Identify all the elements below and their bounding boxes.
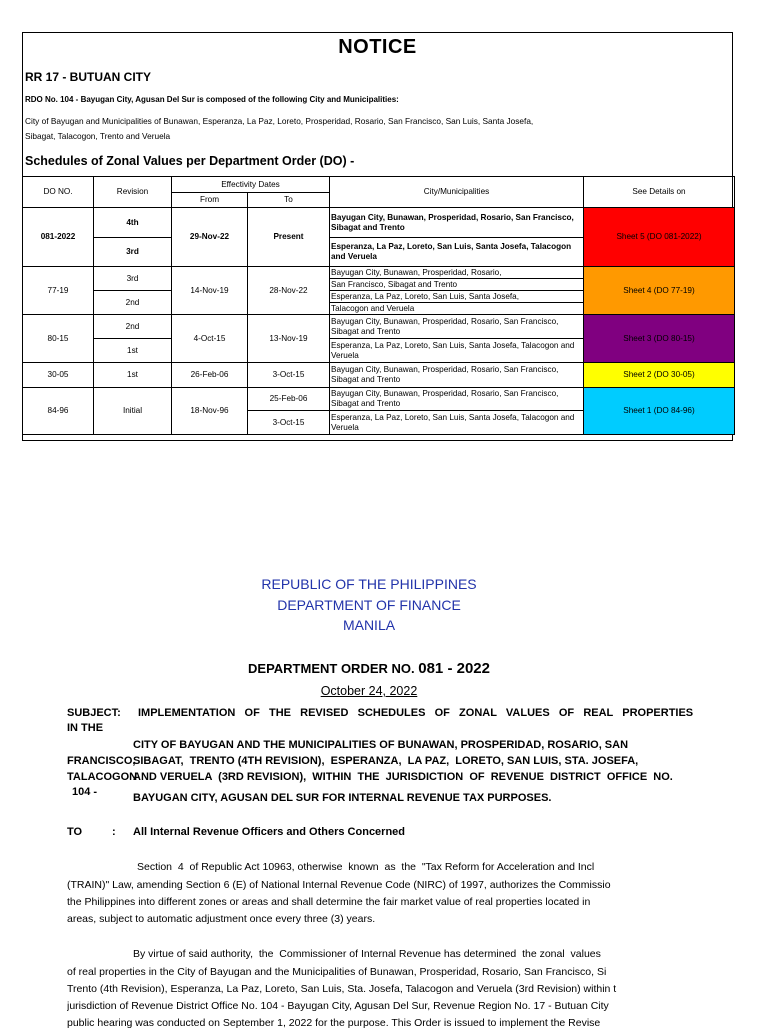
- to-date-cell: Present: [248, 208, 330, 267]
- do-number-cell: 84-96: [23, 388, 94, 435]
- revision-cell: Initial: [94, 388, 172, 435]
- table-row: [23, 208, 735, 238]
- sheet-link-do-30-05[interactable]: Sheet 2 (DO 30-05): [584, 363, 735, 388]
- paragraph-2-line-2: of real properties in the City of Bayugan and the Municipalities of Bunawan, Prosperidad, Rosario, San Francisco, Si: [67, 966, 607, 978]
- subject-line-4: AND VERUELA (3RD REVISION), WITHIN THE JURISDICTION OF REVENUE DISTRICT OFFICE NO.: [133, 771, 673, 783]
- subject-talacogon: TALACOGON: [67, 771, 138, 783]
- revision-cell: 3rd: [94, 267, 172, 291]
- table-row: [23, 315, 735, 339]
- schedule-title: Schedules of Zonal Values per Department Order (DO) -: [25, 154, 355, 168]
- from-date-cell: 29-Nov-22: [172, 208, 248, 267]
- do-number-cell: 77-19: [23, 267, 94, 315]
- to-value: All Internal Revenue Officers and Others Concerned: [133, 826, 406, 838]
- manila-heading: MANILA: [342, 617, 396, 633]
- from-date-cell: 26-Feb-06: [172, 363, 248, 388]
- city-cell: Talacogon and Veruela: [330, 303, 584, 315]
- city-cell: San Francisco, Sibagat and Trento: [330, 279, 584, 291]
- to-date-cell: 25-Feb-06: [248, 388, 330, 411]
- subject-line-2: CITY OF BAYUGAN AND THE MUNICIPALITIES OF BUNAWAN, PROSPERIDAD, ROSARIO, SAN: [133, 739, 629, 751]
- to-date-cell: 3-Oct-15: [248, 363, 330, 388]
- department-heading: DEPARTMENT OF FINANCE: [277, 597, 461, 613]
- do-number-cell: 081-2022: [23, 208, 94, 267]
- paragraph-2-line-1: By virtue of said authority, the Commissioner of Internal Revenue has determined the zonal values: [133, 948, 601, 960]
- sheet-link-do-081-2022[interactable]: Sheet 5 (DO 081-2022): [584, 208, 735, 267]
- paragraph-2-line-4: jurisdiction of Revenue District Office No. 104 - Bayugan City, Agusan Del Sur, Revenue Region No. 17 - Butuan City: [67, 1000, 609, 1012]
- subject-104: 104 -: [72, 786, 98, 798]
- revision-cell: 4th: [94, 208, 172, 238]
- to-label: TO: [67, 826, 83, 838]
- do-number-cell: 80-15: [23, 315, 94, 363]
- subject-francisco: FRANCISCO,: [67, 755, 136, 767]
- to-date-cell: 28-Nov-22: [248, 267, 330, 315]
- subject-line-5: BAYUGAN CITY, AGUSAN DEL SUR FOR INTERNAL REVENUE TAX PURPOSES.: [133, 792, 552, 804]
- to-date-cell: 13-Nov-19: [248, 315, 330, 363]
- table-row: [23, 388, 735, 411]
- city-municipalities-text: [25, 114, 665, 144]
- paragraph-2-line-3: Trento (4th Revision), Esperanza, La Paz, Loreto, San Luis, Sta. Josefa, Talacogon and Veruela (3rd Revision) within t: [67, 983, 617, 995]
- city-cell: Bayugan City, Bunawan, Prosperidad, Rosario,: [330, 267, 584, 279]
- order-date: October 24, 2022: [320, 684, 418, 698]
- city-cell: Esperanza, La Paz, Loreto, San Luis, Santa Josefa,: [330, 291, 584, 303]
- zonal-values-table: [22, 176, 735, 435]
- city-cell: Bayugan City, Bunawan, Prosperidad, Rosario, San Francisco, Sibagat and Trento: [330, 315, 584, 339]
- paragraph-1-line-2: (TRAIN)" Law, amending Section 6 (E) of National Internal Revenue Code (NIRC) of 1997, authorizes the Commissio: [67, 879, 611, 891]
- header-from: From: [172, 193, 248, 208]
- sheet-link-do-77-19[interactable]: Sheet 4 (DO 77-19): [584, 267, 735, 315]
- sheet-link-do-84-96[interactable]: Sheet 1 (DO 84-96): [584, 388, 735, 435]
- city-line-1: City of Bayugan and Municipalities of Bunawan, Esperanza, La Paz, Loreto, Prosperidad, Rosario, San Francisco, San Luis, Santa Josefa,: [25, 116, 534, 126]
- city-cell: Bayugan City, Bunawan, Prosperidad, Rosario, San Francisco, Sibagat and Trento: [330, 388, 584, 411]
- city-cell: Esperanza, La Paz, Loreto, San Luis, Santa Josefa, Talacogon and Veruela: [330, 411, 584, 435]
- do-label: DEPARTMENT ORDER NO.: [248, 661, 415, 676]
- paragraph-1-line-4: areas, subject to automatic adjustment once every three (3) years.: [67, 913, 376, 925]
- header-effectivity: Effectivity Dates: [172, 177, 330, 193]
- revenue-region-title: RR 17 - BUTUAN CITY: [25, 70, 152, 84]
- from-date-cell: 18-Nov-96: [172, 388, 248, 435]
- city-cell: Esperanza, La Paz, Loreto, San Luis, Santa Josefa, Talacogon and Veruela: [330, 238, 584, 267]
- city-cell: Esperanza, La Paz, Loreto, San Luis, Santa Josefa, Talacogon and Veruela: [330, 339, 584, 363]
- do-number-cell: 30-05: [23, 363, 94, 388]
- revision-cell: 2nd: [94, 315, 172, 339]
- subject-in-the: IN THE: [67, 722, 104, 734]
- sheet-link-do-80-15[interactable]: Sheet 3 (DO 80-15): [584, 315, 735, 363]
- city-cell: Bayugan City, Bunawan, Prosperidad, Rosario, San Francisco, Sibagat and Trento: [330, 208, 584, 238]
- from-date-cell: 14-Nov-19: [172, 267, 248, 315]
- city-line-2: Sibagat, Talacogon, Trento and Veruela: [25, 131, 171, 141]
- subject-label: SUBJECT:: [67, 707, 121, 719]
- table-row: [23, 267, 735, 279]
- header-revision: Revision: [94, 177, 172, 208]
- to-colon: :: [112, 826, 116, 838]
- subject-line-1: IMPLEMENTATION OF THE REVISED SCHEDULES OF ZONAL VALUES OF REAL PROPERTIES: [138, 707, 694, 719]
- paragraph-1-line-3: the Philippines into different zones or areas and shall determine the fair market value of real properties located in: [67, 896, 591, 908]
- subject-line-3: SIBAGAT, TRENTO (4TH REVISION), ESPERANZA, LA PAZ, LORETO, SAN LUIS, STA. JOSEFA,: [133, 755, 639, 767]
- from-date-cell: 4-Oct-15: [172, 315, 248, 363]
- table-row: [23, 363, 735, 388]
- revision-cell: 3rd: [94, 238, 172, 267]
- header-do-no: DO NO.: [23, 177, 94, 208]
- paragraph-1-line-1: Section 4 of Republic Act 10963, otherwise known as the "Tax Reform for Acceleration and Incl: [137, 861, 595, 873]
- notice-title: NOTICE: [338, 36, 417, 58]
- revision-cell: 1st: [94, 363, 172, 388]
- table-header-row: [23, 177, 735, 193]
- paragraph-2-line-5: public hearing was conducted on September 1, 2022 for the purpose. This Order is issued to implement the Revise: [67, 1017, 601, 1029]
- rdo-description: RDO No. 104 - Bayugan City, Agusan Del Sur is composed of the following City and Municipalities:: [25, 95, 399, 104]
- header-city: City/Municipalities: [330, 177, 584, 208]
- header-details: See Details on: [584, 177, 735, 208]
- revision-cell: 1st: [94, 339, 172, 363]
- do-number: 081 - 2022: [418, 660, 490, 677]
- to-date-cell: 3-Oct-15: [248, 411, 330, 435]
- header-to: To: [248, 193, 330, 208]
- revision-cell: 2nd: [94, 291, 172, 315]
- department-order-number: [0, 660, 738, 677]
- republic-heading: REPUBLIC OF THE PHILIPPINES: [261, 576, 477, 592]
- city-cell: Bayugan City, Bunawan, Prosperidad, Rosario, San Francisco, Sibagat and Trento: [330, 363, 584, 388]
